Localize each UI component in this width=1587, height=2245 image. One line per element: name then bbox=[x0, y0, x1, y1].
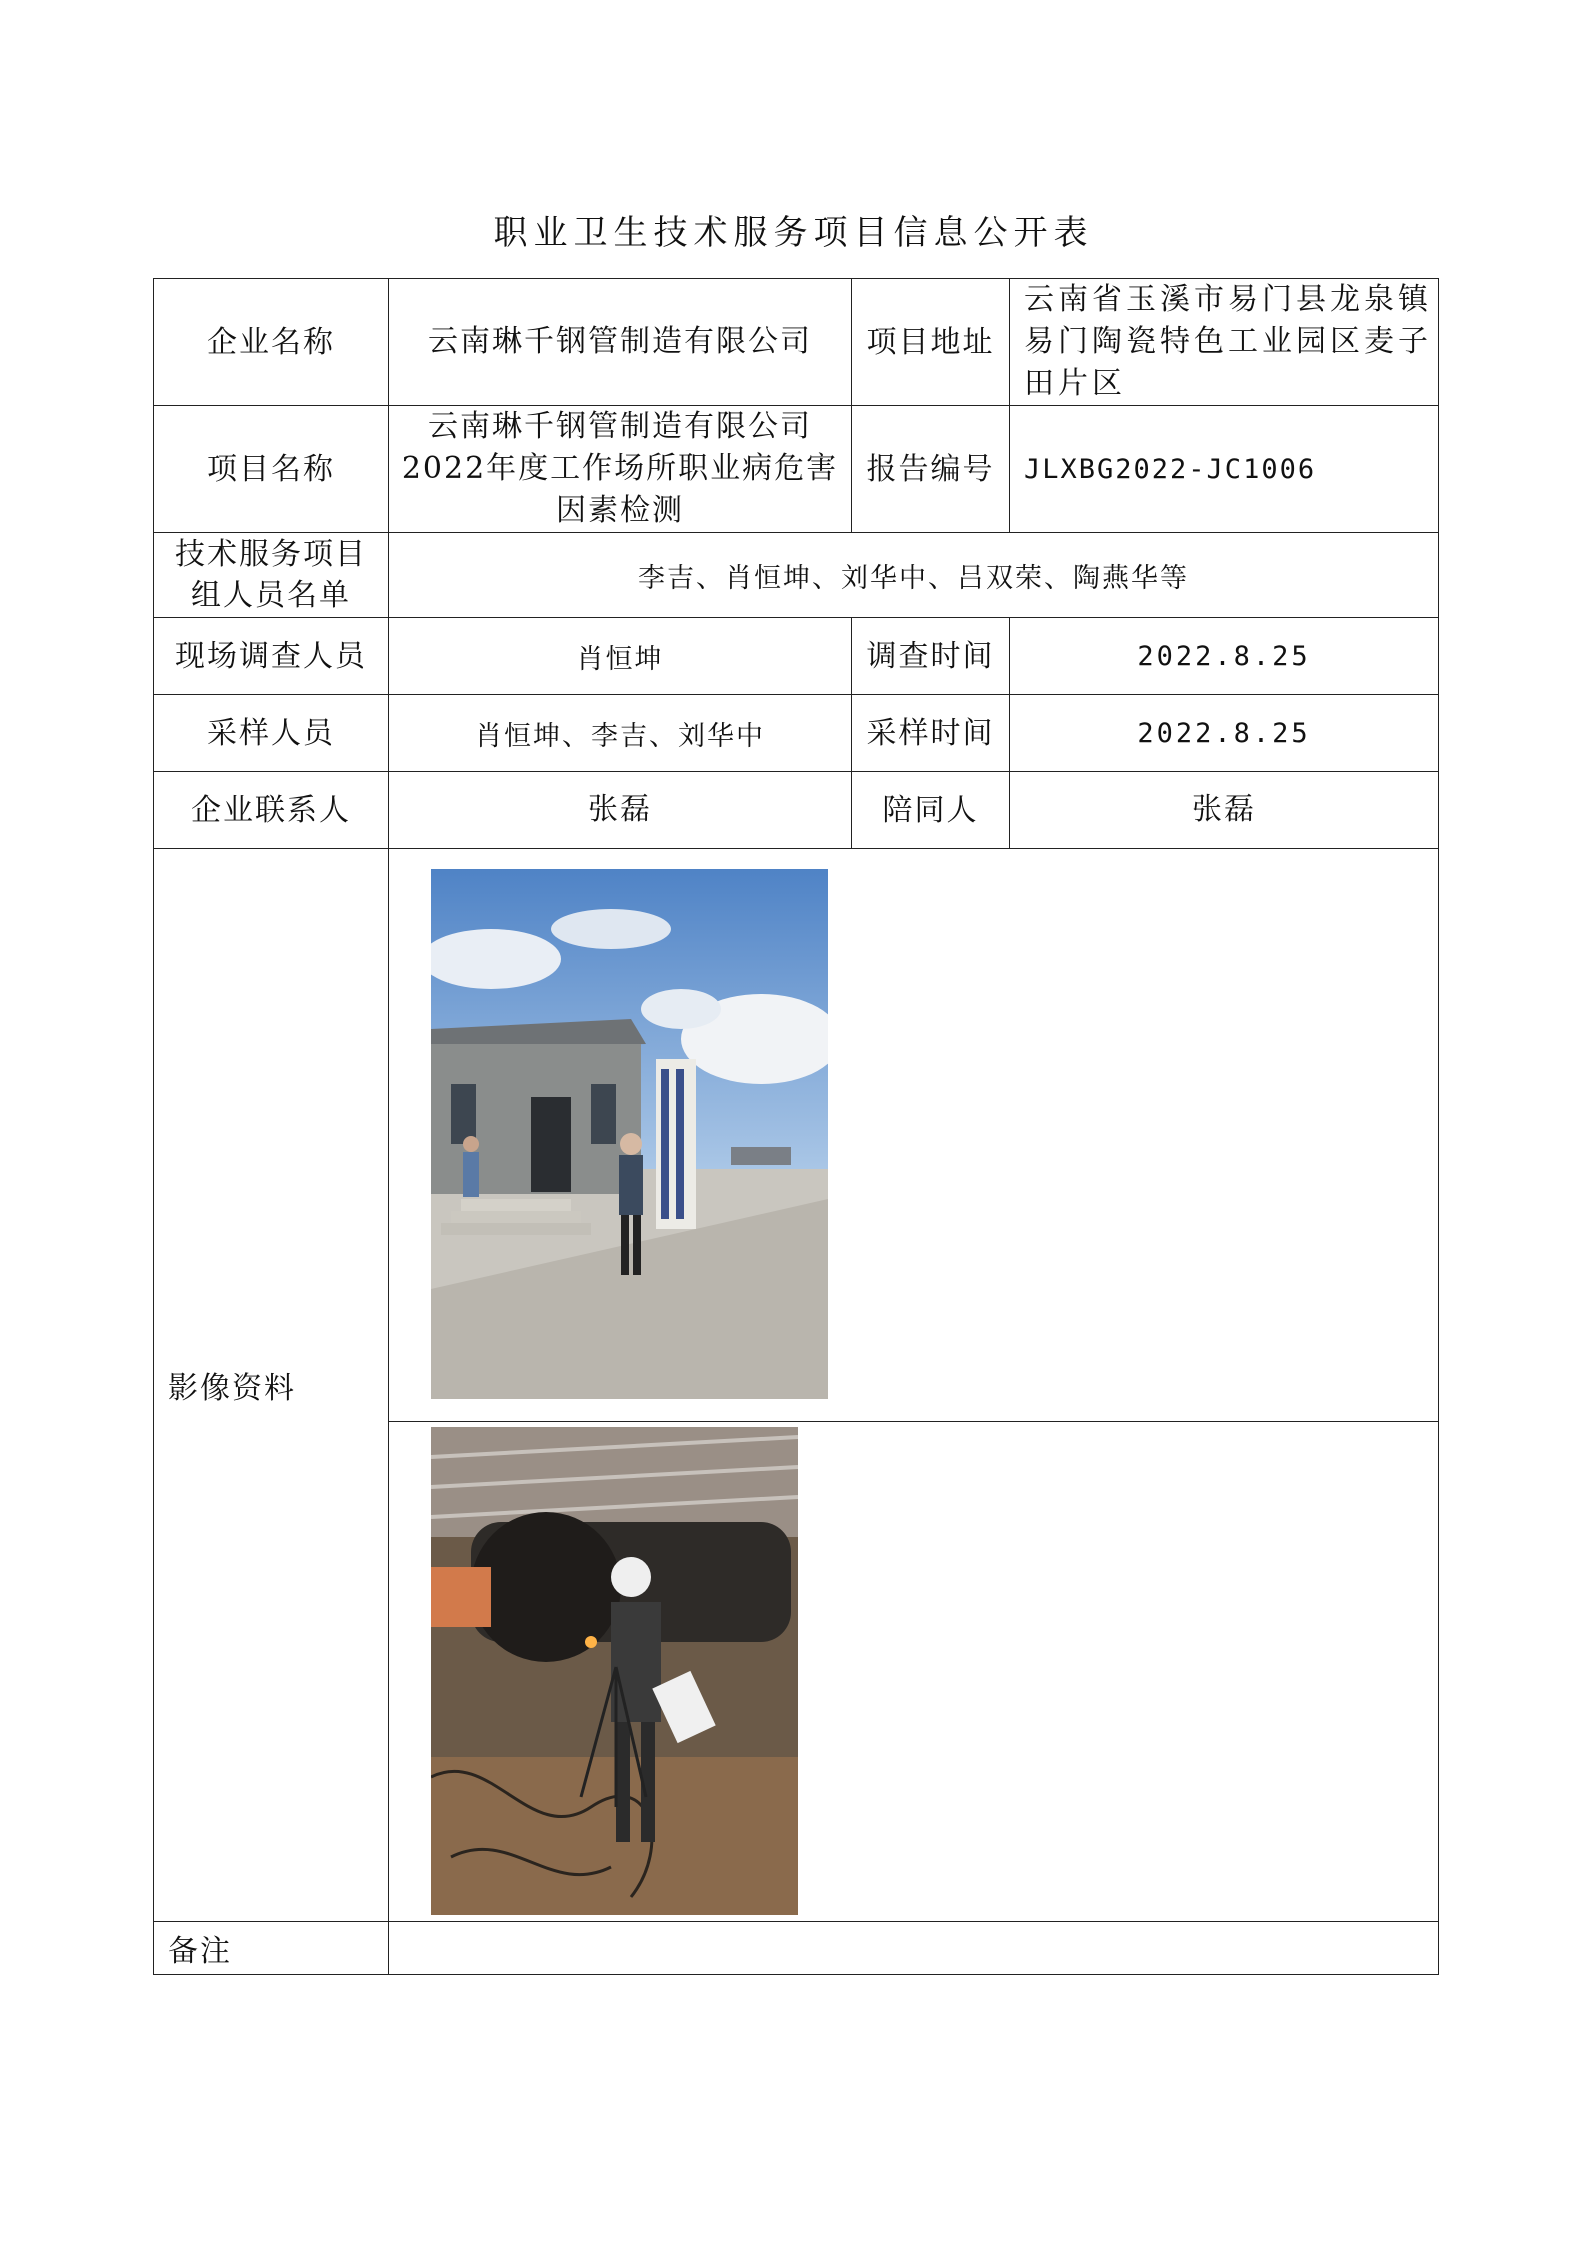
row-contact bbox=[154, 772, 1439, 849]
survey-staff-label: 现场调查人员 bbox=[154, 618, 389, 695]
report-label: 报告编号 bbox=[852, 406, 1010, 533]
address-label: 项目地址 bbox=[852, 279, 1010, 406]
site-entrance-photo bbox=[431, 869, 828, 1399]
survey-time-label: 调查时间 bbox=[852, 618, 1010, 695]
company-label: 企业名称 bbox=[154, 279, 389, 406]
row-survey bbox=[154, 618, 1439, 695]
remarks-label: 备注 bbox=[154, 1922, 389, 1975]
survey-staff-value: 肖恒坤 bbox=[389, 618, 852, 695]
survey-time-value: 2022.8.25 bbox=[1010, 618, 1439, 695]
row-company bbox=[154, 279, 1439, 406]
team-label: 技术服务项目组人员名单 bbox=[154, 533, 389, 618]
row-sampling bbox=[154, 695, 1439, 772]
images-label: 影像资料 bbox=[154, 849, 389, 1922]
address-value: 云南省玉溪市易门县龙泉镇易门陶瓷特色工业园区麦子田片区 bbox=[1010, 279, 1439, 406]
row-remarks bbox=[154, 1922, 1439, 1975]
companion-value: 张磊 bbox=[1010, 772, 1439, 849]
companion-label: 陪同人 bbox=[852, 772, 1010, 849]
image-cell-2 bbox=[389, 1422, 1439, 1922]
project-value: 云南琳千钢管制造有限公司2022年度工作场所职业病危害因素检测 bbox=[389, 406, 852, 533]
row-team bbox=[154, 533, 1439, 618]
sampling-time-value: 2022.8.25 bbox=[1010, 695, 1439, 772]
sampling-staff-label: 采样人员 bbox=[154, 695, 389, 772]
image-cell-1 bbox=[389, 849, 1439, 1422]
row-project bbox=[154, 406, 1439, 533]
contact-value: 张磊 bbox=[389, 772, 852, 849]
row-image-1 bbox=[154, 849, 1439, 1422]
team-value: 李吉、肖恒坤、刘华中、吕双荣、陶燕华等 bbox=[389, 533, 1439, 618]
info-table bbox=[153, 278, 1439, 1975]
contact-label: 企业联系人 bbox=[154, 772, 389, 849]
sampling-staff-value: 肖恒坤、李吉、刘华中 bbox=[389, 695, 852, 772]
remarks-value bbox=[389, 1922, 1439, 1975]
report-value: JLXBG2022-JC1006 bbox=[1010, 406, 1439, 533]
workshop-photo bbox=[431, 1427, 798, 1915]
project-label: 项目名称 bbox=[154, 406, 389, 533]
sampling-time-label: 采样时间 bbox=[852, 695, 1010, 772]
page-title: 职业卫生技术服务项目信息公开表 bbox=[493, 213, 1094, 253]
company-value: 云南琳千钢管制造有限公司 bbox=[389, 279, 852, 406]
